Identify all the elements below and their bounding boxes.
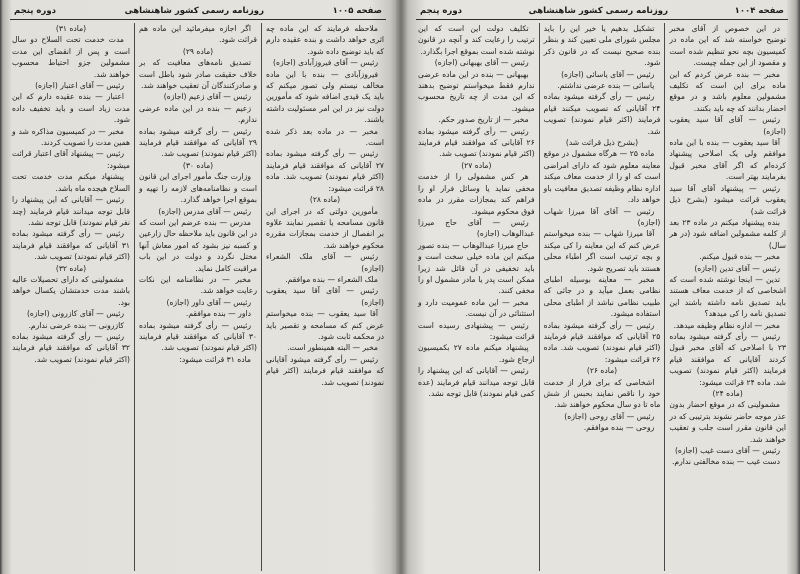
paragraph: مخبر — در ماده بعد ذکر شده است. xyxy=(266,126,384,148)
paragraph: داور — بنده موافقم. xyxy=(185,309,251,319)
paragraph: مخبر — بنده عرض کردم که این ماده برای این است که تکلیف مشمولین معلوم باشد و در موقع احضار بدانند که چه باید بکنند. xyxy=(669,69,786,113)
paragraph: مأمورین دولتی که در اجرای این قانون مسامحه یا تقصیر نمایند علاوه بر انفصال از خدمت بمجازات مقرره محکوم خواهند شد. xyxy=(266,206,384,250)
paragraph: هر کس مشمولی را از خدمت مخفی نماید یا وسائل فرار او را فراهم کند بمجازات مقرر در ماده فوق محکوم میشود. xyxy=(417,172,535,216)
gazette-title: روزنامه رسمی کشور شاهنشاهی xyxy=(528,6,668,16)
paragraph: رئیس — پیشنهاد آقای اعتبار قرائت میشود: xyxy=(12,149,130,170)
paragraph: مخبر — در نظامنامه این نکات رعایت خواهد شد. xyxy=(139,274,257,296)
paragraph: رئیس — آقای آقا میرزا شهاب (اجازه) xyxy=(543,206,661,227)
paragraph: کازرونی — بنده عرضی ندارم. xyxy=(28,320,124,330)
paragraph: ماده ۲۵ — هرگاه مشمول در موقع معاینه معلوم شود که دارای امراضی است که او را از خدمت معاف میکند اداره نظام وظیفه تصدیق معافیت باو خواهد داد. xyxy=(543,149,661,205)
paragraph: رئیس — آقای بهبهانی (اجازه) xyxy=(434,58,529,68)
paragraph: دست غیب — بنده مخالفتی ندارم. xyxy=(671,457,780,467)
column-1 xyxy=(261,23,388,571)
paragraph: رئیس — رأی گرفته میشود بماده ۳۰ آقایانی که موافقند قیام فرمایند (اکثر قیام نمودند) تصویب شد. xyxy=(139,320,257,353)
page-number: صفحه ۱۰۰۴ xyxy=(734,6,784,16)
period-label: دوره پنجم xyxy=(420,6,462,16)
paragraph: فیروزآبادی — بنده با این ماده مخالف نیستم ولی تصور میکنم که باید یک قیدی اضافه شود که مأمورین دولت نیز در این امر مسئولیت داشته باشند. xyxy=(266,69,384,125)
paragraph: رئیس — رأی گرفته میشود بماده ۲۷ آقایانی که موافقند قیام فرمایند (اکثر قیام نمودند) تصویب شد. ماده ۲۸ قرائت میشود: xyxy=(266,149,384,193)
paragraph: مخبر — البته همینطور است. xyxy=(287,343,378,353)
paragraph: رئیس — آقای روحی (اجازه) xyxy=(564,411,655,421)
article-heading: (ماده ۲۴) xyxy=(712,389,743,398)
paragraph: رئیس — رأی گرفته میشود بماده ۳۱ آقایانی که موافقند قیام فرمایند (اکثر قیام نمودند) تصویب شد. xyxy=(12,229,130,262)
paragraph: پیشنهاد میکنم مدت خدمت تحت السلاح هیجده ماه باشد. xyxy=(12,172,130,193)
paragraph: یاسائی — بنده عرضی نداشتم. xyxy=(557,81,655,91)
paragraph: رئیس — آقای حاج میرزا عبدالوهاب (اجازه) xyxy=(417,217,535,239)
paragraph: بهبهانی — بنده در این ماده عرضی ندارم فقط میخواستم توضیح بدهند که این مدت از چه تاریخ محسوب میشود. xyxy=(417,69,535,113)
paragraph: رئیس — آقای یاسائی (اجازه) xyxy=(561,69,655,79)
paragraph: ملاحظه فرمایند که این ماده چه اثری خواهد داشت و بنده عقیده دارم که باید توضیح داده شود. xyxy=(266,24,384,56)
paragraph: ملک الشعراء — بنده موافقم. xyxy=(285,274,378,284)
paragraph: اشخاصی که برای فرار از خدمت خود را ناقص نمایند بحبس از شش ماه تا دو سال محکوم خواهند شد. xyxy=(543,377,661,410)
paragraph: رئیس — آقای دست غیب (اجازه) xyxy=(674,446,780,456)
paragraph: رئیس — آقای داور (اجازه) xyxy=(166,297,251,307)
paragraph: رئیس — رأی گرفته میشود بماده ۲۹ آقایانی که موافقند قیام فرمایند (اکثر قیام نمودند) تصویب شد. xyxy=(139,126,257,159)
paragraph: مخبر — در کمیسیون مذاکره شد و همین مدت را تصویب کردند. xyxy=(12,126,130,148)
paragraph: تدین — اینجا نوشته شده است که اشخاصی که از خدمت معاف هستند باید تصدیق نامه داشته باشند این تصدیق نامه را کی میدهد؟ xyxy=(669,274,786,319)
column-3 xyxy=(8,23,134,571)
paragraph: رئیس — رأی گرفته میشود بماده ۲۳ با اصلاحی که آقای مخبر قبول کردند آقایانی که موافقند قیام فرمایند (اکثر قیام نمودند) تصویب شد. ماده ۲۴ قرائت میشود: xyxy=(669,331,786,387)
page-header xyxy=(10,3,386,20)
paragraph: رئیس — رأی گرفته میشود بماده ۳۲ آقایانی که موافقند قیام فرمایند (اکثر قیام نمودند) تصویب شد. xyxy=(12,331,130,364)
paragraph: در این خصوص از آقای مخبر توضیح خواسته شد که این ماده در کمیسیون بچه نحو تنظیم شده است و مقصود از این جمله چیست. xyxy=(669,24,786,68)
article-heading: (بشرح ذیل قرائت شد) xyxy=(565,138,639,148)
paragraph: اعتبار — بنده عقیده دارم که این مدت زیاد است و باید تخفیف داده شود. xyxy=(12,92,130,125)
paragraph: رئیس — پیشنهادی رسیده است قرائت میشود: xyxy=(417,320,535,341)
right-page xyxy=(410,0,794,574)
paragraph: بنده پیشنهاد میکنم در ماده ۲۳ بعد از کلمه مشمولین اضافه شود (در هر سال) xyxy=(669,217,786,250)
text-columns xyxy=(8,23,388,571)
paragraph: مشمولینی که در موقع احضار بدون عذر موجه حاضر نشوند بترتیبی که در این قانون مقرر است جلب و تعقیب خواهند شد. xyxy=(669,400,786,444)
paragraph: رئیس — آقای کازرونی (اجازه) xyxy=(26,309,124,319)
paragraph: رئیس — آقایانی که این پیشنهاد را قابل توجه میدانند قیام فرمایند (چند نفر قیام نمودند) قابل توجه نشد. xyxy=(12,195,130,227)
paragraph: آقا سید یعقوب — بنده میخواستم عرض کنم که مسامحه و تقصیر باید در محکمه ثابت شود. xyxy=(266,309,384,341)
paragraph: رئیس — آقای فیروزآبادی (اجازه) xyxy=(273,58,378,68)
page-number: صفحه ۱۰۰۵ xyxy=(332,6,382,16)
column-2 xyxy=(134,23,261,571)
article-heading: (ماده ۳۱) xyxy=(55,24,87,33)
paragraph: مشمولینی که دارای تحصیلات عالیه باشند مدت خدمتشان یکسال خواهد بود. xyxy=(12,274,130,307)
paragraph: ماده ۳۱ قرائت میشود: xyxy=(179,354,251,364)
paragraph: مدرس — بنده عرضم این است که در این قانون باید ملاحظه حال زارعین و کسبه نیز بشود که امور معاش آنها مختل نگردد و دولت در این باب مراقبت کامل نماید. xyxy=(139,217,257,273)
paragraph: تشکیل بدهیم یا خیر این را باید مجلس شورای ملی تعیین کند و بنظر بنده صحیح نیست که در قانون ذکر شود. xyxy=(543,24,661,68)
paragraph: رئیس — رأی گرفته میشود بماده ۲۵ آقایانی که موافقند قیام فرمایند (اکثر قیام نمودند) تصویب شد. ماده ۲۶ قرائت میشود: xyxy=(543,320,661,364)
paragraph: رئیس — آقای مدرس (اجازه) xyxy=(158,206,251,216)
article-heading: (ماده ۲۶) xyxy=(586,366,618,376)
paragraph: رئیس — رأی گرفته میشود بماده ۲۴ آقایانی که تصویب میکنند قیام فرمایند (اکثر قیام نمودند) تصویب شد. xyxy=(543,92,661,136)
paragraph: مخبر — بنده قبول میکنم. xyxy=(699,252,780,262)
paragraph: تصدیق نامه‌های معافیت که بر خلاف حقیقت صادر شود باطل است و صادرکنندگان آن تعقیب خواهند شد. xyxy=(139,58,257,91)
paragraph: وزارت جنگ مأمور اجرای این قانون است و نظامنامه‌های لازمه را تهیه و بموقع اجرا خواهد گذارد. xyxy=(139,172,257,205)
article-heading: (ماده ۳۲) xyxy=(55,263,87,273)
paragraph: مخبر — این ماده عمومیت دارد و استثنائی در آن نیست. xyxy=(417,297,535,319)
paragraph: رئیس — رأی گرفته میشود آقایانی که موافقند قیام فرمایند (اکثر قیام نمودند) تصویب شد. xyxy=(266,354,384,387)
paragraph: مخبر — اداره نظام وظیفه میدهد. xyxy=(673,320,780,330)
paragraph: رئیس — آقای آقا سید یعقوب (اجازه) xyxy=(266,286,384,307)
column-3 xyxy=(414,23,539,571)
article-heading: (ماده ۳۰) xyxy=(182,160,214,170)
paragraph: آقا سید یعقوب — بنده با این ماده موافقم ولی یک اصلاحی پیشنهاد کرده‌ام که اگر آقای مخبر قبول بفرمایند بهتر است. xyxy=(669,138,786,182)
column-2 xyxy=(539,23,665,571)
paragraph: رئیس — آقای ملک الشعراء (اجازه) xyxy=(266,252,384,273)
paragraph: رئیس — آقای آقا سید یعقوب (اجازه) xyxy=(669,115,786,136)
paragraph: تکلیف دولت این است که این ترتیب را رعایت کند و آنچه در قانون نوشته شده است بموقع اجرا بگذارد. xyxy=(417,24,535,56)
period-label: دوره پنجم xyxy=(14,6,56,16)
paragraph: روحی — بنده موافقم. xyxy=(583,423,655,433)
article-heading: (ماده ۲۹) xyxy=(182,46,214,56)
text-columns xyxy=(414,23,790,571)
paragraph: رئیس — رأی گرفته میشود بماده ۲۶ آقایانی که موافقند قیام فرمایند (اکثر قیام نمودند) تصویب شد. xyxy=(417,126,535,159)
paragraph: مدت خدمت تحت السلاح دو سال است و پس از انقضای این مدت مشمولین جزو احتیاط محسوب خواهند شد. xyxy=(12,35,130,79)
page-gutter xyxy=(396,0,406,574)
paragraph: مخبر — از تاریخ صدور حکم. xyxy=(438,115,529,125)
page-header xyxy=(416,3,788,20)
paragraph: اگر اجازه میفرمائید این ماده هم قرائت شود. xyxy=(139,24,257,45)
paragraph: مخبر — معاینه بوسیله اطبای نظامی بعمل میآید و در جائی که طبیب نظامی نباشد از اطبای محلی استفاده میشود. xyxy=(543,274,661,319)
column-1 xyxy=(664,23,790,571)
paragraph: پیشنهاد میکنم ماده ۲۷ بکمیسیون ارجاع شود. xyxy=(417,343,535,364)
left-page xyxy=(4,0,392,574)
paragraph: حاج میرزا عبدالوهاب — بنده تصور میکنم این ماده خیلی سخت است و باید تخفیفی در آن قائل شد زیرا ممکن است پدر یا مادر مشمول او را مخفی کنند. xyxy=(417,240,535,296)
paragraph: رئیس — آقای زعیم (اجازه) xyxy=(163,92,251,102)
paragraph: رئیس — پیشنهاد آقای آقا سید یعقوب قرائت میشود (بشرح ذیل قرائت شد) xyxy=(669,183,786,216)
paragraph: رئیس — آقایانی که این پیشنهاد را قابل توجه میدانند قیام فرمایند (عده کمی قیام نمودند) قابل توجه نشد. xyxy=(417,366,535,398)
article-heading: (ماده ۲۸) xyxy=(309,195,341,205)
paragraph: رئیس — آقای اعتبار (اجازه) xyxy=(35,81,124,91)
paragraph: زعیم — بنده در این ماده عرضی ندارم. xyxy=(139,103,257,125)
paragraph: رئیس — آقای تدین (اجازه) xyxy=(694,263,780,273)
gazette-title: روزنامه رسمی کشور شاهنشاهی xyxy=(124,6,264,16)
paragraph: آقا میرزا شهاب — بنده میخواستم عرض کنم که این معاینه را کی میکند و بچه ترتیب است اگر اطباء محلی هستند باید تصریح شود. xyxy=(543,229,661,273)
article-heading: (ماده ۲۷) xyxy=(461,160,492,170)
